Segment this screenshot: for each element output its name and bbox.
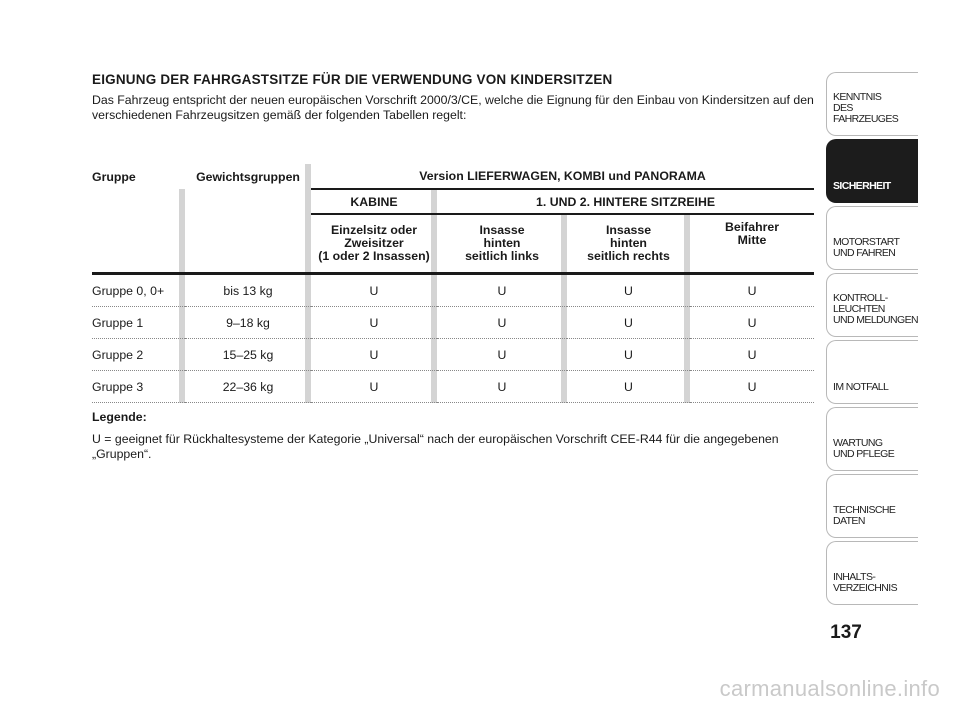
row-cell: U: [437, 307, 567, 339]
tab-inhaltsverzeichnis[interactable]: [826, 541, 918, 605]
page-number: 137: [830, 622, 862, 643]
header-seat-middle: Beifahrer Mitte: [690, 214, 814, 274]
table-row: [92, 307, 814, 339]
header-kabine: KABINE: [311, 189, 437, 214]
tab-label: KONTROLL- LEUCHTEN UND MELDUNGEN: [833, 292, 918, 326]
row-cell: U: [437, 339, 567, 371]
page-heading: EIGNUNG DER FAHRGASTSITZE FÜR DIE VERWENDUNG VON KINDERSITZEN: [92, 72, 613, 87]
tab-label: WARTUNG UND PFLEGE: [833, 437, 895, 460]
tab-label: MOTORSTART UND FAHREN: [833, 236, 900, 259]
header-weight: Gewichtsgruppen: [185, 164, 311, 189]
tab-sicherheit[interactable]: [826, 139, 918, 203]
row-cell: U: [690, 371, 814, 403]
row-cell: U: [437, 371, 567, 403]
row-cell: U: [437, 274, 567, 307]
row-cell: U: [567, 274, 690, 307]
table-row: [92, 339, 814, 371]
tab-kenntnis[interactable]: [826, 72, 918, 136]
header-version: Version LIEFERWAGEN, KOMBI und PANORAMA: [419, 169, 706, 183]
row-cell: U: [311, 307, 437, 339]
row-cell: U: [690, 339, 814, 371]
header-seat-single: Einzelsitz oder Zweisitzer (1 oder 2 Insassen): [311, 214, 437, 274]
row-group: Gruppe 1: [92, 307, 185, 339]
child-seat-table: [92, 164, 814, 403]
row-cell: U: [567, 339, 690, 371]
watermark: carmanualsonline.info: [719, 676, 940, 701]
tab-label: KENNTNIS DES FAHRZEUGES: [833, 91, 899, 125]
tab-label: SICHERHEIT: [833, 180, 891, 192]
row-group: Gruppe 2: [92, 339, 185, 371]
legend-text: U = geeignet für Rückhaltesysteme der Kategorie „Universal“ nach der europäischen Vorschrift CEE-R44 für die angegebenen „Gruppen“.: [92, 432, 779, 461]
row-group: Gruppe 3: [92, 371, 185, 403]
table-row: [92, 274, 814, 307]
chapter-sidebar: [826, 72, 918, 608]
tab-label: INHALTS- VERZEICHNIS: [833, 571, 897, 594]
intro-section: [92, 72, 814, 123]
row-weight: 15–25 kg: [185, 339, 311, 371]
tab-label: IM NOTFALL: [833, 381, 889, 393]
row-cell: U: [311, 371, 437, 403]
row-cell: U: [690, 274, 814, 307]
table-row: [92, 371, 814, 403]
row-group: Gruppe 0, 0+: [92, 274, 185, 307]
row-cell: U: [311, 274, 437, 307]
row-weight: 22–36 kg: [185, 371, 311, 403]
tab-kontrollleuchten[interactable]: [826, 273, 918, 337]
row-cell: U: [567, 307, 690, 339]
tab-notfall[interactable]: [826, 340, 918, 404]
row-weight: 9–18 kg: [185, 307, 311, 339]
row-weight: bis 13 kg: [185, 274, 311, 307]
row-cell: U: [567, 371, 690, 403]
tab-technische-daten[interactable]: [826, 474, 918, 538]
header-group: Gruppe: [92, 169, 136, 184]
row-cell: U: [690, 307, 814, 339]
tab-wartung[interactable]: [826, 407, 918, 471]
tab-label: TECHNISCHE DATEN: [833, 504, 896, 527]
header-rear-rows: 1. UND 2. HINTERE SITZREIHE: [437, 189, 814, 214]
intro-paragraph: Das Fahrzeug entspricht der neuen europäischen Vorschrift 2000/3/CE, welche die Eignung für den Einbau von Kindersitzen auf den verschiedenen Fahrzeugsitzen gemäß der folgenden Tabellen regelt:: [92, 93, 814, 122]
header-seat-rear-left: Insasse hinten seitlich links: [437, 214, 567, 274]
tab-motorstart[interactable]: [826, 206, 918, 270]
header-seat-rear-right: Insasse hinten seitlich rechts: [567, 214, 690, 274]
legend-title: Legende:: [92, 410, 147, 424]
row-cell: U: [311, 339, 437, 371]
